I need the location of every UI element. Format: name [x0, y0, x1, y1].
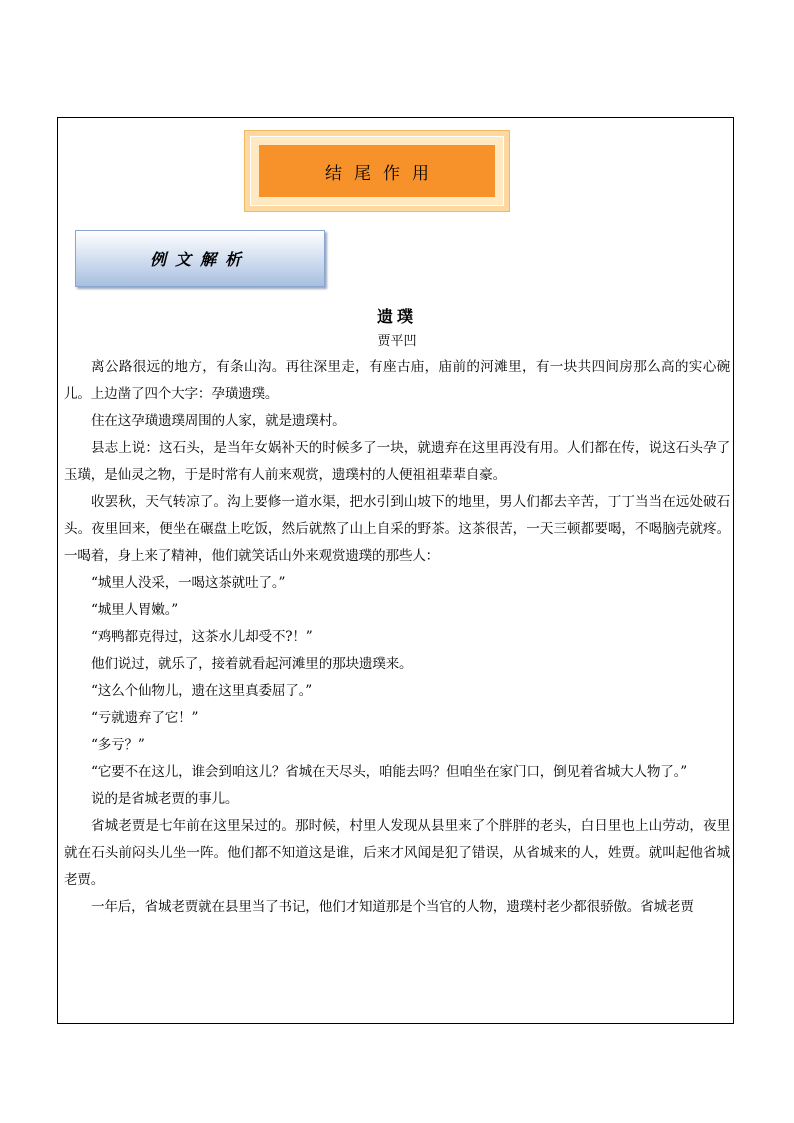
- paragraph: “它要不在这儿，谁会到咱这儿？省城在天尽头，咱能去吗？但咱坐在家门口，倒见着省城大人物了。”: [91, 764, 688, 780]
- paragraph: “城里人胃嫩。”: [91, 602, 179, 618]
- paragraph: 一年后，省城老贾就在县里当了书记，他们才知道那是个当官的人物，遗璞村老少都很骄傲。省城老贾: [91, 899, 694, 915]
- paragraph: 说的是省城老贾的事儿。: [91, 791, 239, 807]
- paragraph: “亏就遗弃了它！”: [91, 710, 199, 726]
- section-tab: 例文解析: [75, 230, 325, 287]
- paragraph: “这么个仙物儿，遗在这里真委屈了。”: [91, 683, 312, 699]
- paragraph: “多亏？”: [91, 737, 145, 753]
- heading-banner-text: 结尾作用: [259, 145, 495, 197]
- heading-banner: [244, 130, 510, 212]
- article-author: 贾平凹: [377, 334, 417, 349]
- paragraph: 他们说过，就乐了，接着就看起河滩里的那块遗璞来。: [91, 656, 413, 672]
- paragraph: 收罢秋，天气转凉了。沟上要修一道水渠，把水引到山坡下的地里，男人们都去辛苦，丁丁当当在远处破石头。夜里回来，便坐在碾盘上吃饭，然后就熬了山上自采的野茶。这茶很苦，一天三顿都要喝，不喝脑壳就疼。一喝着，身上来了精神，他们就笑话山外来观赏遗璞的那些人：: [64, 494, 730, 564]
- content-frame: [57, 117, 734, 1024]
- paragraph: 离公路很远的地方，有条山沟。再往深里走，有座古庙，庙前的河滩里，有一块共四间房那么高的实心碗儿。上边凿了四个大字：孕璜遗璞。: [64, 359, 730, 402]
- paragraph: “城里人没采，一喝这茶就吐了。”: [91, 575, 286, 591]
- article-title: 遗璞: [376, 307, 417, 326]
- paragraph: 县志上说：这石头，是当年女娲补天的时候多了一块，就遗弃在这里再没有用。人们都在传，说这石头孕了玉璜，是仙灵之物，于是时常有人前来观赏，遗璞村的人便祖祖辈辈自豪。: [64, 440, 730, 483]
- paragraph: 省城老贾是七年前在这里呆过的。那时候，村里人发现从县里来了个胖胖的老头，白日里也上山劳动，夜里就在石头前闷头儿坐一阵。他们都不知道这是谁，后来才风闻是犯了错误，从省城来的人，姓贾。就叫起他省城老贾。: [64, 818, 730, 888]
- paragraph: 住在这孕璜遗璞周围的人家，就是遗璞村。: [91, 413, 346, 429]
- article: [58, 304, 734, 921]
- paragraph: “鸡鸭都克得过，这茶水儿却受不?！”: [91, 629, 313, 645]
